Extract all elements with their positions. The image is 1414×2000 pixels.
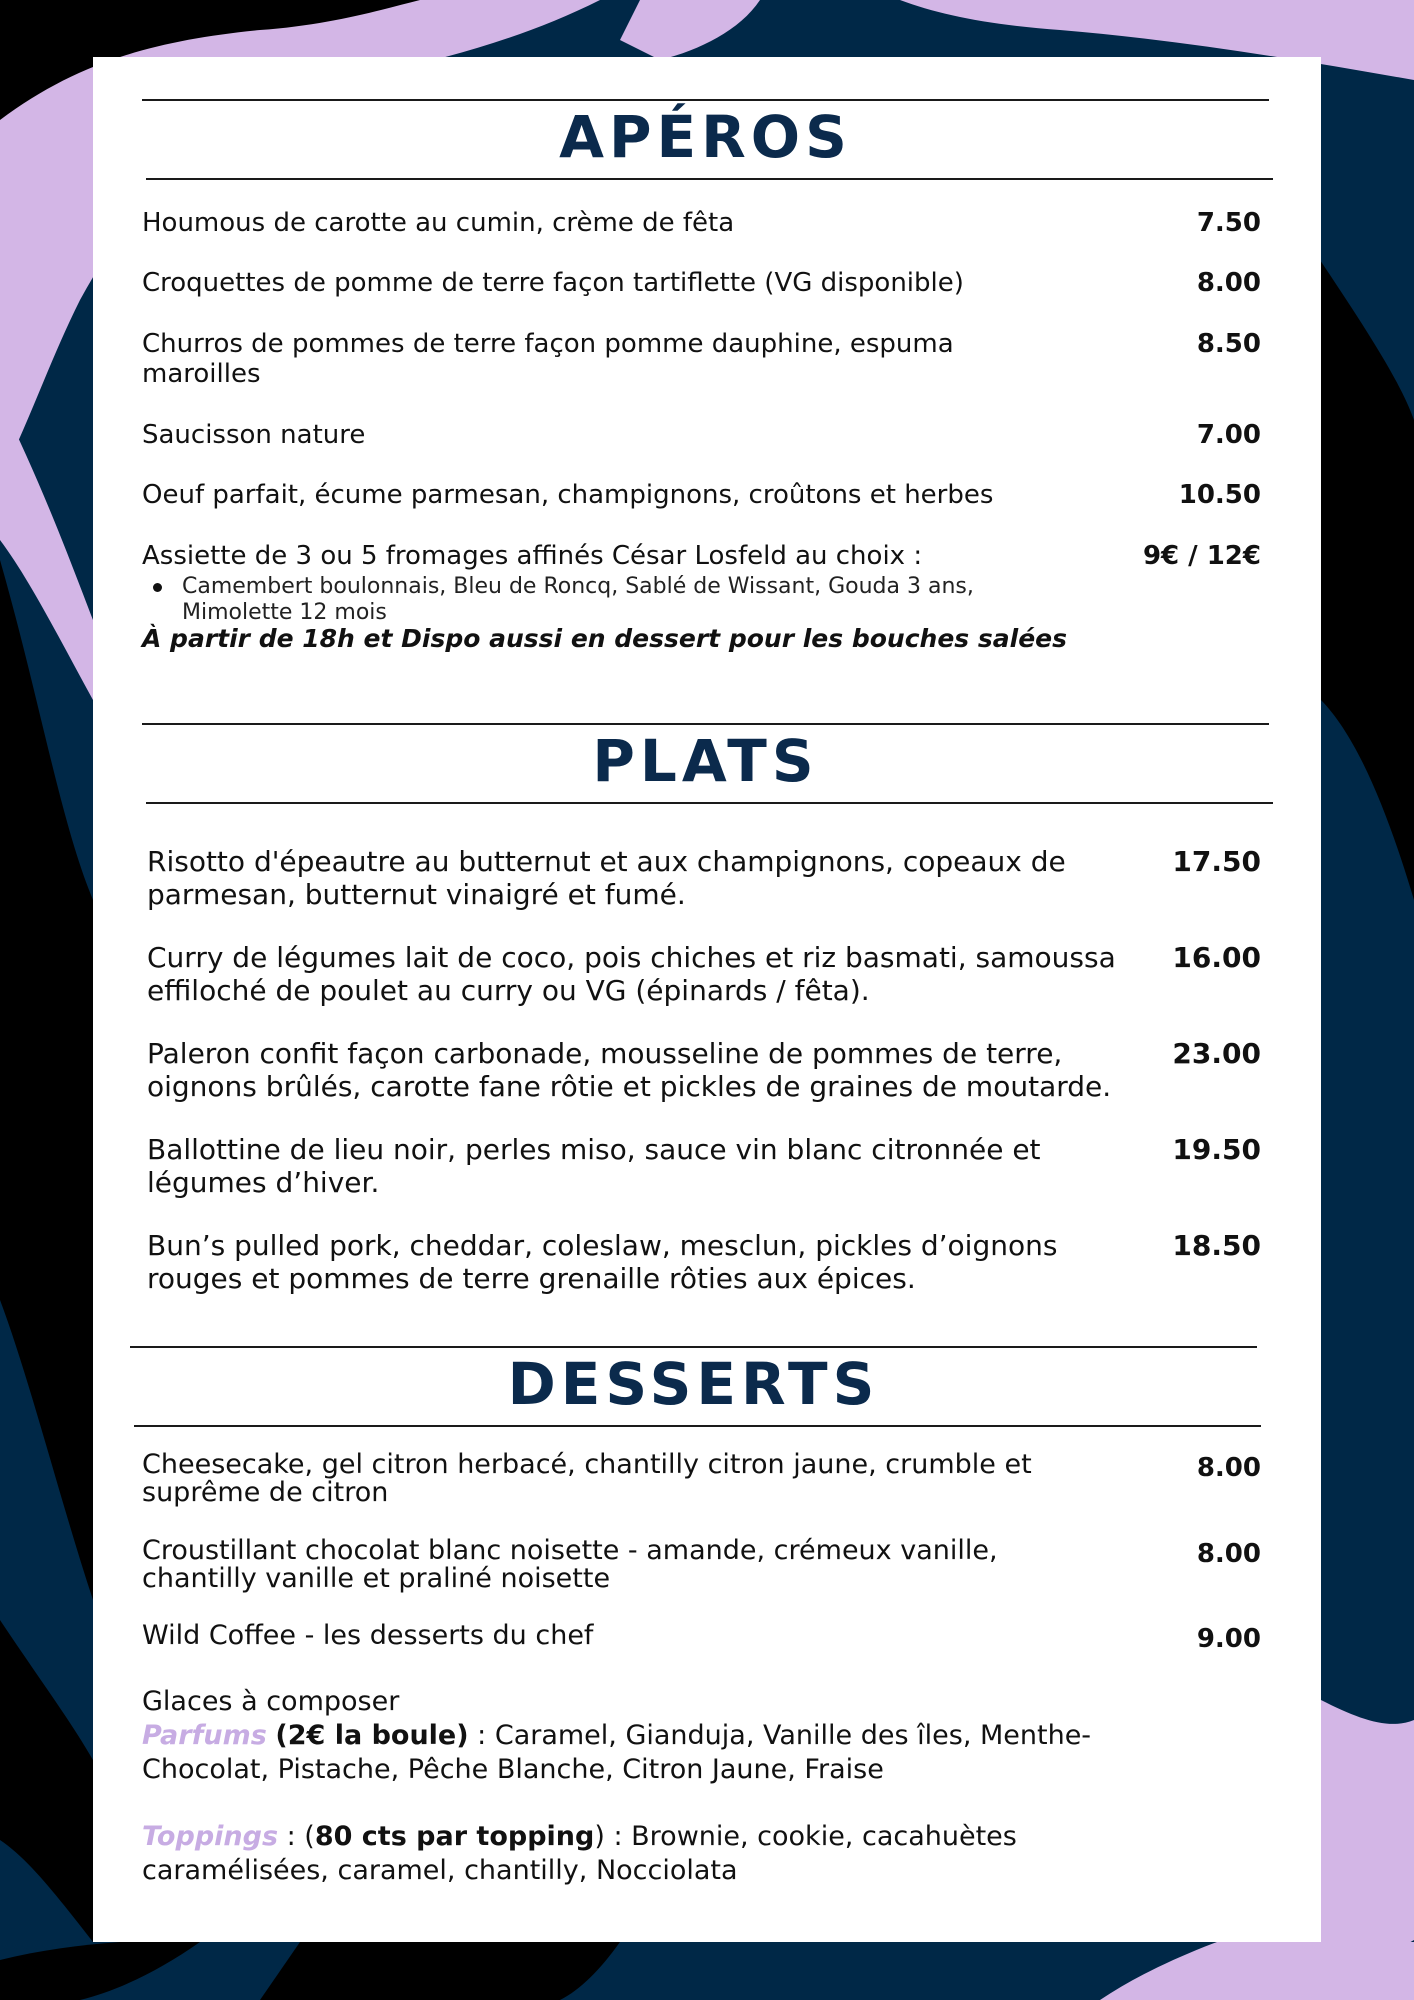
menu-item-price: 9.00 bbox=[1196, 1624, 1261, 1654]
menu-item-name-cont: rouges et pommes de terre grenaille rôties aux épices. bbox=[147, 1262, 916, 1295]
divider bbox=[146, 178, 1273, 180]
menu-item-price: 7.50 bbox=[1196, 208, 1261, 238]
menu-item-name: Oeuf parfait, écume parmesan, champignons, croûtons et herbes bbox=[142, 480, 994, 510]
toppings-label: Toppings bbox=[142, 1821, 279, 1852]
section-title-plats: PLATS bbox=[592, 727, 819, 795]
menu-item-name-cont: légumes d’hiver. bbox=[147, 1166, 380, 1199]
divider bbox=[130, 1346, 1257, 1348]
menu-item-name-cont: chantilly vanille et praliné noisette bbox=[142, 1563, 611, 1594]
menu-item-name: Churros de pommes de terre façon pomme dauphine, espuma bbox=[142, 329, 954, 359]
toppings-list: ) : Brownie, cookie, cacahuètes bbox=[594, 1821, 1017, 1852]
section-title-aperos: APÉROS bbox=[559, 103, 852, 171]
menu-item-price: 8.00 bbox=[1196, 1539, 1261, 1569]
toppings-sep: : ( bbox=[278, 1821, 315, 1852]
parfums-line bbox=[142, 1721, 1091, 1751]
aperos-note: À partir de 18h et Dispo aussi en dessert pour les bouches salées bbox=[142, 624, 1067, 653]
parfums-list: : Caramel, Gianduja, Vanille des îles, Menthe- bbox=[468, 1720, 1092, 1751]
menu-item-name: Croquettes de pomme de terre façon tartiflette (VG disponible) bbox=[142, 268, 964, 298]
menu-item-price: 7.00 bbox=[1196, 420, 1261, 450]
menu-item-name-cont: parmesan, butternut vinaigré et fumé. bbox=[147, 878, 686, 911]
menu-item-name: Bun’s pulled pork, cheddar, coleslaw, mesclun, pickles d’oignons bbox=[147, 1229, 1058, 1262]
menu-item-name: Assiette de 3 ou 5 fromages affinés César Losfeld au choix : bbox=[142, 541, 923, 571]
menu-item-name: Paleron confit façon carbonade, mousseline de pommes de terre, bbox=[147, 1037, 1063, 1070]
divider bbox=[134, 1425, 1261, 1427]
menu-item-price: 8.00 bbox=[1196, 1453, 1261, 1483]
menu-item-price: 8.50 bbox=[1196, 329, 1261, 359]
menu-item-name: Cheesecake, gel citron herbacé, chantilly citron jaune, crumble et bbox=[142, 1449, 1032, 1480]
section-title-desserts: DESSERTS bbox=[507, 1350, 880, 1418]
menu-item-name: Saucisson nature bbox=[142, 420, 366, 450]
cheese-list-cont: Mimolette 12 mois bbox=[182, 600, 387, 625]
menu-item-price: 8.00 bbox=[1196, 268, 1261, 298]
parfums-price: (2€ la boule) bbox=[275, 1720, 469, 1751]
bullet-point bbox=[153, 583, 162, 592]
menu-item-price: 23.00 bbox=[1172, 1037, 1261, 1070]
menu-item-name-cont: maroilles bbox=[142, 359, 261, 389]
glaces-title: Glaces à composer bbox=[142, 1686, 400, 1717]
parfums-label: Parfums bbox=[142, 1720, 267, 1751]
menu-item-name: Wild Coffee - les desserts du chef bbox=[142, 1620, 594, 1651]
menu-item-price: 17.50 bbox=[1172, 845, 1261, 878]
divider bbox=[146, 802, 1273, 804]
parfums-list-cont: Chocolat, Pistache, Pêche Blanche, Citron Jaune, Fraise bbox=[142, 1754, 884, 1785]
menu-item-price: 9€ / 12€ bbox=[1142, 541, 1261, 571]
menu-item-price: 10.50 bbox=[1178, 480, 1261, 510]
menu-item-name: Houmous de carotte au cumin, crème de fêta bbox=[142, 208, 735, 238]
menu-item-name: Croustillant chocolat blanc noisette - amande, crémeux vanille, bbox=[142, 1535, 998, 1566]
toppings-price: 80 cts par topping bbox=[314, 1821, 595, 1852]
menu-item-name: Ballottine de lieu noir, perles miso, sauce vin blanc citronnée et bbox=[147, 1133, 1041, 1166]
toppings-line bbox=[142, 1822, 1017, 1852]
menu-item-price: 19.50 bbox=[1172, 1133, 1261, 1166]
cheese-list: Camembert boulonnais, Bleu de Roncq, Sablé de Wissant, Gouda 3 ans, bbox=[182, 574, 974, 599]
menu-item-name-cont: oignons brûlés, carotte fane rôtie et pickles de graines de moutarde. bbox=[147, 1070, 1112, 1103]
toppings-list-cont: caramélisées, caramel, chantilly, Nocciolata bbox=[142, 1855, 738, 1886]
divider bbox=[142, 723, 1269, 725]
menu-item-name-cont: suprême de citron bbox=[142, 1477, 389, 1508]
menu-item-price: 16.00 bbox=[1172, 941, 1261, 974]
menu-item-name: Curry de légumes lait de coco, pois chiches et riz basmati, samoussa bbox=[147, 941, 1116, 974]
menu-item-name: Risotto d'épeautre au butternut et aux champignons, copeaux de bbox=[147, 845, 1066, 878]
divider bbox=[142, 99, 1269, 101]
menu-item-price: 18.50 bbox=[1172, 1229, 1261, 1262]
menu-item-name-cont: effiloché de poulet au curry ou VG (épinards / fêta). bbox=[147, 974, 870, 1007]
